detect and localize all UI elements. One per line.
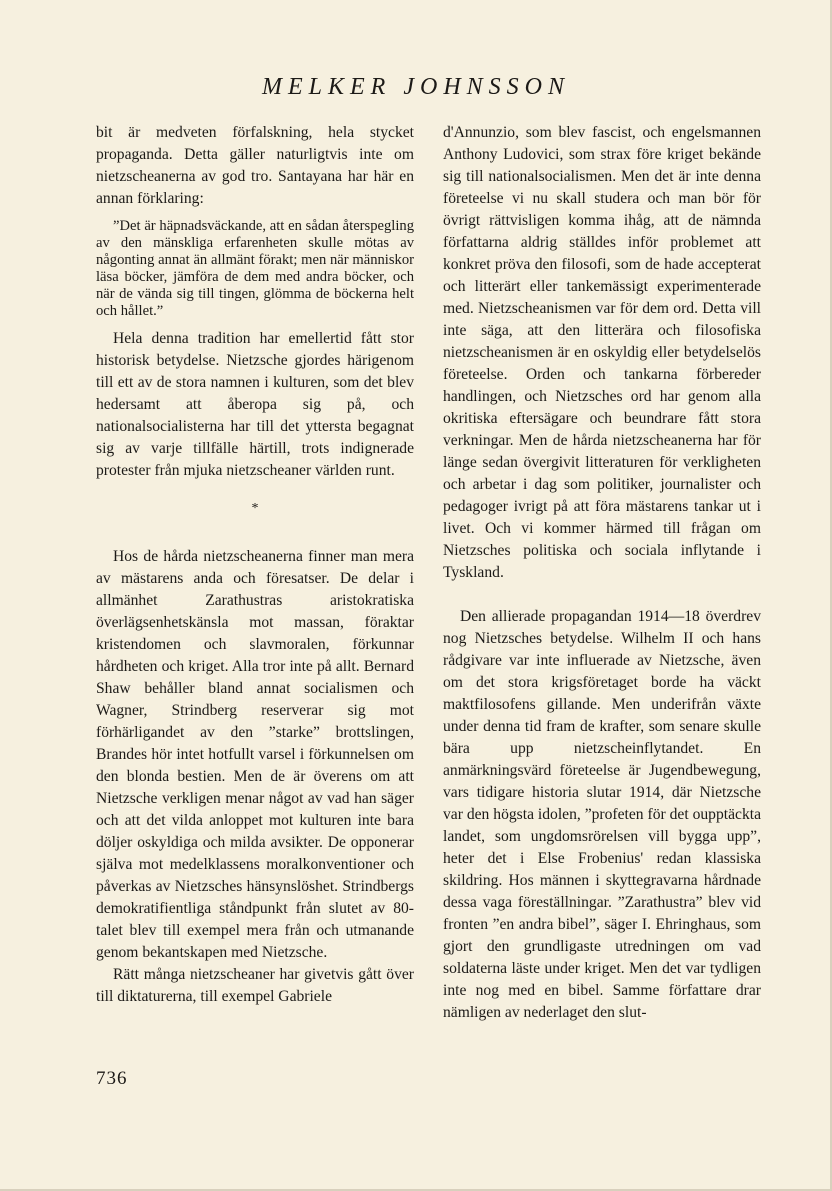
left-column — [96, 122, 414, 1008]
block-quote: ”Det är häpnadsväckande, att en sådan återspegling av den mänskliga erfarenheten skulle mötas av någonting annat än allmänt förakt; men när människor läsa böcker, jämföra de dem med andra böcker, och när de vända sig till tingen, glömma de böckerna helt och hållet.” — [96, 218, 414, 319]
paragraph: Hos de hårda nietzscheanerna finner man mera av mästarens anda och föresatser. De delar i allmänhet Zarathustras aristokratiska överlägsenhetskänsla mot massan, föraktar kristendomen och slavmoralen, förkunnar hårdheten och kriget. Alla tror inte på allt. Bernard Shaw behåller bland annat socialismen och Wagner, Strindberg reserverar sig mot förhärligandet av den ”starke” brottslingen, Brandes hör intet hotfullt varsel i förkunnelsen om den blonda bestien. Men de är överens om att Nietzsche verkligen menar något av vad han säger och att det vilda anloppet mot kulturen inte bara döljer oskyldiga och milda avsikter. De opponerar själva mot medelklassens moralkonventioner och påverkas av Nietzsches hänsynslöshet. Strindbergs demokratifientliga ståndpunkt från slutet av 80-talet blev till exempel mera från och utmanande genom bekantskapen med Nietzsche. — [96, 548, 414, 961]
paragraph: Rätt många nietzscheaner har givetvis gått över till diktaturerna, till exempel Gabriele — [96, 966, 414, 1005]
running-header: MELKER JOHNSSON — [262, 74, 570, 100]
paragraph: Hela denna tradition har emellertid fått stor historisk betydelse. Nietzsche gjordes härigenom till ett av de stora namnen i kulturen, som det blev hedersamt att åberopa sig på, och nationalsocialisterna har till det yttersta begagnat sig av varje tillfälle härtill, trots indignerade protester från mjuka nietzscheaner världen runt. — [96, 330, 414, 479]
paragraph: d'Annunzio, som blev fascist, och engelsmannen Anthony Ludovici, som strax före kriget bekände sig till nationalsocialismen. Men det är inte denna företeelse vi nu skall studera och man bör för övrigt rättvisligen komma ihåg, att de nämnda författarna aldrig ställdes inför problemet att konkret pröva den filosofi, som de hade accepterat och litterärt eller tankemässigt experimenterade med. Nietzscheanismen var för dem ord. Detta vill inte säga, att den litterära och filosofiska nietzscheanismen är en oskyldig eller betydelselös företeelse. Orden och tankarna förbereder handlingen, och Nietzsches ord har genom alla okritiska eftersägare och beundrare fått stora verkningar. Men de hårda nietzscheanerna har för länge sedan övergivit litteraturen för verkligheten och arbetar i dag som politiker, journalister och pedagoger ivrigt på att föra mästarens tankar ut i livet. Och vi kommer härmed till frågan om Nietzsches politiska och sociala inflytande i Tyskland. — [443, 124, 761, 581]
right-column — [443, 122, 761, 1024]
paragraph: Den allierade propagandan 1914—18 överdrev nog Nietzsches betydelse. Wilhelm II och hans rådgivare var inte influerade av Nietzsche, även om det stora krigsföretaget borde ha väckt maktfilosofens gillande. Men underifrån växte under denna tid fram de krafter, som senare skulle bära upp nietzscheinflytandet. En anmärkningsvärd företeelse är Jugendbewegung, vars tidigare historia slutar 1914, där Nietzsche var den högsta idolen, ”profeten för det oupptäckta landet, som ungdomsrörelsen vill bygga upp”, heter det i Else Frobenius' redan klassiska skildring. Hos männen i skyttegravarna hårdnade dessa vaga föreställningar. ”Zarathustra” blev vid fronten ”en andra bibel”, säger I. Ehringhaus, som gjort den grundligaste utredningen om vad soldaterna läste under kriget. Men det var tydligen inte nog med en bibel. Samme författare drar nämligen av nederlaget den slut- — [443, 608, 761, 1021]
section-separator: * — [251, 501, 259, 516]
page-number: 736 — [96, 1068, 128, 1089]
paragraph: bit är medveten förfalskning, hela stycket propaganda. Detta gäller naturligtvis inte om nietzscheanerna av god tro. Santayana har här en annan förklaring: — [96, 124, 414, 207]
